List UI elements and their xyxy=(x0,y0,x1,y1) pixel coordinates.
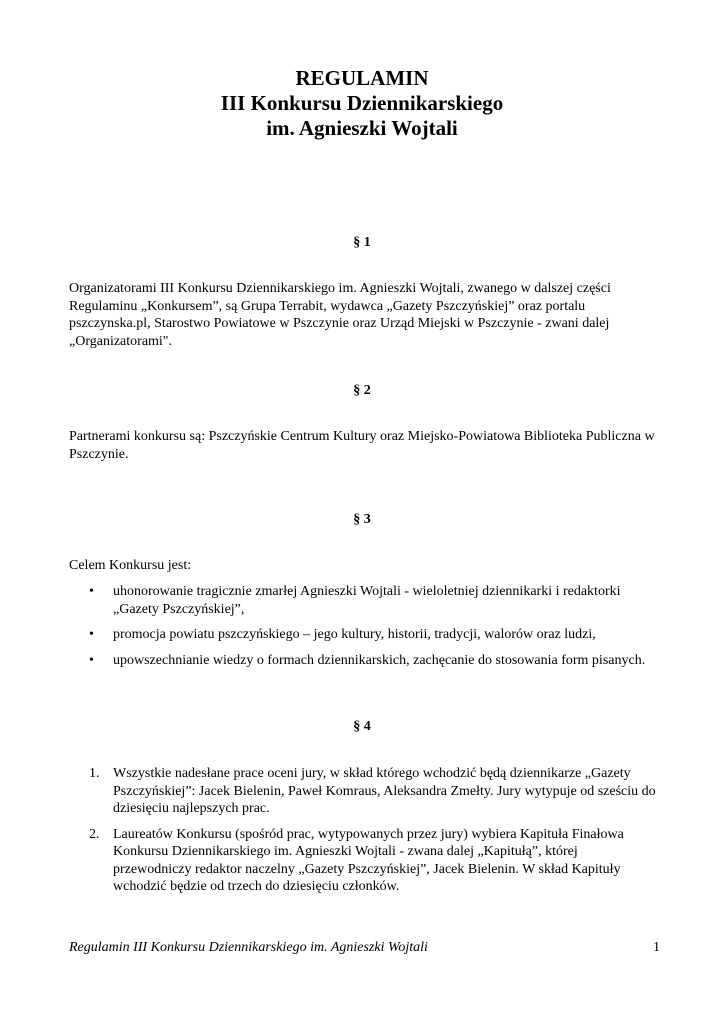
bullet-text: uhonorowanie tragicznie zmarłej Agnieszki Wojtali - wieloletniej dziennikarki i redaktorki „Gazety Pszczyńskiej”, xyxy=(113,584,621,617)
item-number: 2. xyxy=(89,826,100,842)
section-2-text: Partnerami konkursu są: Pszczyńskie Centrum Kultury oraz Miejsko-Powiatowa Biblioteka Publiczna w Pszczynie. xyxy=(69,429,655,462)
page-footer: Regulamin III Konkursu Dziennikarskiego im. Agnieszki Wojtali xyxy=(69,940,428,955)
bullet-text: upowszechnianie wiedzy o formach dziennikarskich, zachęcanie do stosowania form pisanych. xyxy=(113,652,646,668)
section-3-heading: § 3 xyxy=(353,512,371,527)
bullet-text: promocja powiatu pszczyńskiego – jego kultury, historii, tradycji, walorów oraz ludzi, xyxy=(113,627,596,642)
list-item xyxy=(69,583,669,618)
section-4-heading: § 4 xyxy=(353,719,371,734)
section-2-heading: § 2 xyxy=(353,383,371,398)
bullet-icon: • xyxy=(89,584,94,599)
section-4-numbered-list xyxy=(69,765,659,904)
list-item xyxy=(69,626,669,644)
section-3-intro: Celem Konkursu jest: xyxy=(69,558,192,573)
title-line-3: im. Agnieszki Wojtali xyxy=(266,116,458,140)
page-number: 1 xyxy=(653,940,660,955)
section-3-bullet-list xyxy=(69,583,669,677)
bullet-icon: • xyxy=(89,627,94,642)
bullet-icon: • xyxy=(89,652,94,668)
section-1-text: Organizatorami III Konkursu Dziennikarskiego im. Agnieszki Wojtali, zwanego w dalszej części Regulaminu „Konkursem”, są Grupa Terrabit, wydawca „Gazety Pszczyńskiej” oraz portalu pszczynska.pl, Starostwo Powiatowe w Pszczynie oraz Urząd Miejski w Pszczynie - zwani dalej „Organizatorami". xyxy=(69,281,611,349)
document-title xyxy=(0,66,724,141)
section-1-heading: § 1 xyxy=(353,235,371,250)
item-text: Laureatów Konkursu (spośród prac, wytypowanych przez jury) wybiera Kapituła Finałowa Konkursu Dziennikarskiego im. Agnieszki Wojtali - zwana dalej „Kapitułą”, której przewodniczy redaktor naczelny „Gazety Pszczyńskiej”, Jacek Bielenin. W skład Kapituły wchodzić będzie od trzech do dziesięciu członków. xyxy=(113,826,624,894)
list-item xyxy=(69,765,659,818)
title-line-1: REGULAMIN xyxy=(295,66,429,90)
item-number: 1. xyxy=(89,766,100,781)
list-item xyxy=(69,826,659,896)
list-item xyxy=(69,652,669,670)
item-text: Wszystkie nadesłane prace oceni jury, w skład którego wchodzić będą dziennikarze „Gazety Pszczyńskiej”: Jacek Bielenin, Paweł Komraus, Aleksandra Zmełty. Jury wytypuje od sześciu do dziesięciu najlepszych prac. xyxy=(113,766,656,816)
title-line-2: III Konkursu Dziennikarskiego xyxy=(220,91,504,115)
